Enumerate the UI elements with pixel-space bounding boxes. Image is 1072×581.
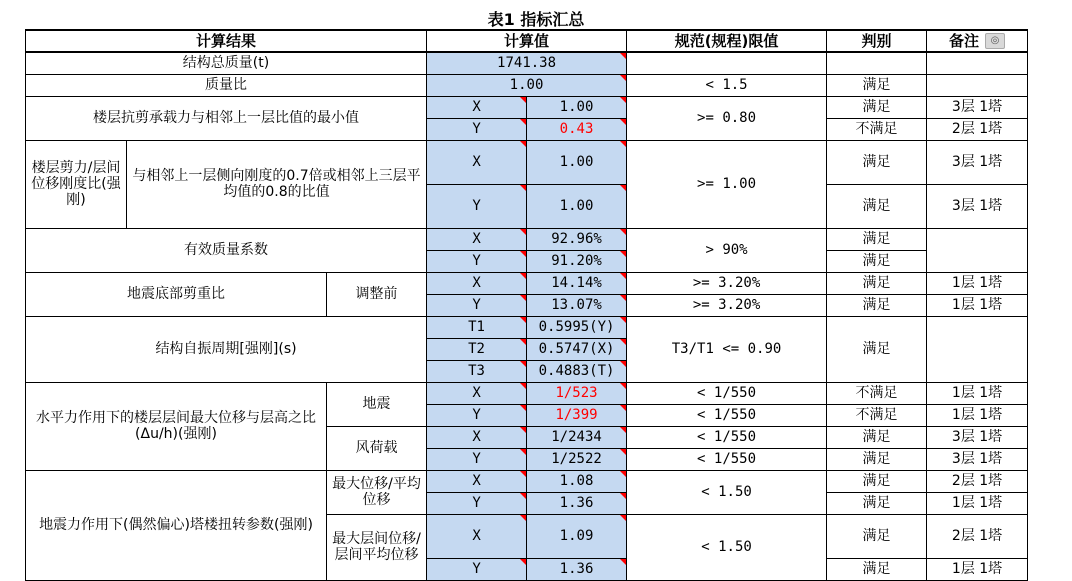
judge-cell: 不满足 [827, 382, 927, 404]
table-title: 表1 指标汇总 [487, 10, 585, 29]
note-cell: 3层 1塔 [927, 184, 1028, 228]
row-label: 有效质量系数 [26, 228, 427, 272]
value-cell[interactable]: 1/2434 [527, 426, 627, 448]
axis-cell: X [427, 514, 527, 558]
value-cell[interactable]: 1.00 [527, 184, 627, 228]
value-cell[interactable]: 14.14% [527, 272, 627, 294]
axis-cell: Y [427, 558, 527, 580]
note-cell: 1层 1塔 [927, 558, 1028, 580]
axis-cell: X [427, 382, 527, 404]
axis-cell: X [427, 228, 527, 250]
header-note: 备注 ◎ [927, 30, 1028, 52]
header-judge: 判别 [827, 30, 927, 52]
judge-cell: 满足 [827, 272, 927, 294]
row-sublabel: 调整前 [327, 272, 427, 316]
note-cell: 1层 1塔 [927, 492, 1028, 514]
value-cell[interactable]: 0.5747(X) [527, 338, 627, 360]
axis-cell: Y [427, 294, 527, 316]
limit-cell: < 1/550 [627, 426, 827, 448]
row-label: 地震底部剪重比 [26, 272, 327, 316]
row-label: 地震力作用下(偶然偏心)塔楼扭转参数(强刚) [26, 470, 327, 580]
note-cell: 2层 1塔 [927, 514, 1028, 558]
row-label: 质量比 [26, 74, 427, 96]
judge-cell: 不满足 [827, 404, 927, 426]
row-label: 楼层剪力/层间位移刚度比(强刚) [26, 140, 127, 228]
judge-cell: 满足 [827, 184, 927, 228]
value-cell[interactable]: 1/523 [527, 382, 627, 404]
judge-cell: 满足 [827, 140, 927, 184]
axis-cell: X [427, 140, 527, 184]
axis-cell: Y [427, 184, 527, 228]
axis-cell: Y [427, 404, 527, 426]
value-cell[interactable]: 1/2522 [527, 448, 627, 470]
note-cell: 1层 1塔 [927, 294, 1028, 316]
axis-cell: T2 [427, 338, 527, 360]
axis-cell: Y [427, 118, 527, 140]
limit-cell: < 1.5 [627, 74, 827, 96]
note-cell: 1层 1塔 [927, 404, 1028, 426]
row-label: 楼层抗剪承载力与相邻上一层比值的最小值 [26, 96, 427, 140]
value-cell[interactable]: 1/399 [527, 404, 627, 426]
judge-cell: 满足 [827, 228, 927, 250]
value-cell[interactable]: 1741.38 [427, 52, 627, 74]
note-cell: 2层 1塔 [927, 470, 1028, 492]
judge-cell: 满足 [827, 316, 927, 382]
row-label: 结构总质量(t) [26, 52, 427, 74]
axis-cell: Y [427, 492, 527, 514]
limit-cell: < 1.50 [627, 514, 827, 580]
row-sublabel: 地震 [327, 382, 427, 426]
judge-cell: 满足 [827, 96, 927, 118]
value-cell[interactable]: 1.09 [527, 514, 627, 558]
judge-cell: 满足 [827, 514, 927, 558]
judge-cell: 满足 [827, 558, 927, 580]
limit-cell: < 1/550 [627, 404, 827, 426]
limit-cell: < 1/550 [627, 382, 827, 404]
settings-icon[interactable]: ◎ [985, 33, 1005, 49]
note-cell: 3层 1塔 [927, 140, 1028, 184]
judge-cell: 满足 [827, 492, 927, 514]
note-cell: 1层 1塔 [927, 382, 1028, 404]
judge-cell: 不满足 [827, 118, 927, 140]
value-cell[interactable]: 13.07% [527, 294, 627, 316]
value-cell[interactable]: 1.00 [527, 140, 627, 184]
axis-cell: X [427, 470, 527, 492]
row-sublabel: 最大层间位移/层间平均位移 [327, 514, 427, 580]
note-cell: 1层 1塔 [927, 272, 1028, 294]
header-limit: 规范(规程)限值 [627, 30, 827, 52]
value-cell[interactable]: 1.00 [427, 74, 627, 96]
limit-cell: > 90% [627, 228, 827, 272]
axis-cell: T3 [427, 360, 527, 382]
note-cell: 3层 1塔 [927, 426, 1028, 448]
axis-cell: X [427, 426, 527, 448]
value-cell[interactable]: 0.4883(T) [527, 360, 627, 382]
row-sublabel: 最大位移/平均位移 [327, 470, 427, 514]
value-cell[interactable]: 1.36 [527, 558, 627, 580]
limit-cell: T3/T1 <= 0.90 [627, 316, 827, 382]
judge-cell: 满足 [827, 470, 927, 492]
header-calc-result: 计算结果 [26, 30, 427, 52]
value-cell[interactable]: 1.00 [527, 96, 627, 118]
row-label: 结构自振周期[强刚](s) [26, 316, 427, 382]
axis-cell: Y [427, 250, 527, 272]
row-sublabel: 风荷载 [327, 426, 427, 470]
judge-cell: 满足 [827, 74, 927, 96]
judge-cell: 满足 [827, 294, 927, 316]
index-summary-table [25, 29, 1028, 581]
limit-cell: >= 3.20% [627, 272, 827, 294]
judge-cell: 满足 [827, 426, 927, 448]
limit-cell: >= 3.20% [627, 294, 827, 316]
limit-cell: < 1/550 [627, 448, 827, 470]
limit-cell: < 1.50 [627, 470, 827, 514]
value-cell[interactable]: 1.36 [527, 492, 627, 514]
note-cell: 3层 1塔 [927, 448, 1028, 470]
note-cell: 3层 1塔 [927, 96, 1028, 118]
row-label: 水平力作用下的楼层层间最大位移与层高之比(Δu/h)(强刚) [26, 382, 327, 470]
value-cell[interactable]: 92.96% [527, 228, 627, 250]
judge-cell: 满足 [827, 250, 927, 272]
value-cell[interactable]: 0.5995(Y) [527, 316, 627, 338]
axis-cell: Y [427, 448, 527, 470]
limit-cell: >= 0.80 [627, 96, 827, 140]
judge-cell: 满足 [827, 448, 927, 470]
header-calc-value: 计算值 [427, 30, 627, 52]
limit-cell: >= 1.00 [627, 140, 827, 228]
note-cell: 2层 1塔 [927, 118, 1028, 140]
value-cell[interactable]: 91.20% [527, 250, 627, 272]
axis-cell: T1 [427, 316, 527, 338]
value-cell[interactable]: 1.08 [527, 470, 627, 492]
axis-cell: X [427, 96, 527, 118]
row-sublabel: 与相邻上一层侧向刚度的0.7倍或相邻上三层平均值的0.8的比值 [127, 140, 427, 228]
axis-cell: X [427, 272, 527, 294]
value-cell[interactable]: 0.43 [527, 118, 627, 140]
